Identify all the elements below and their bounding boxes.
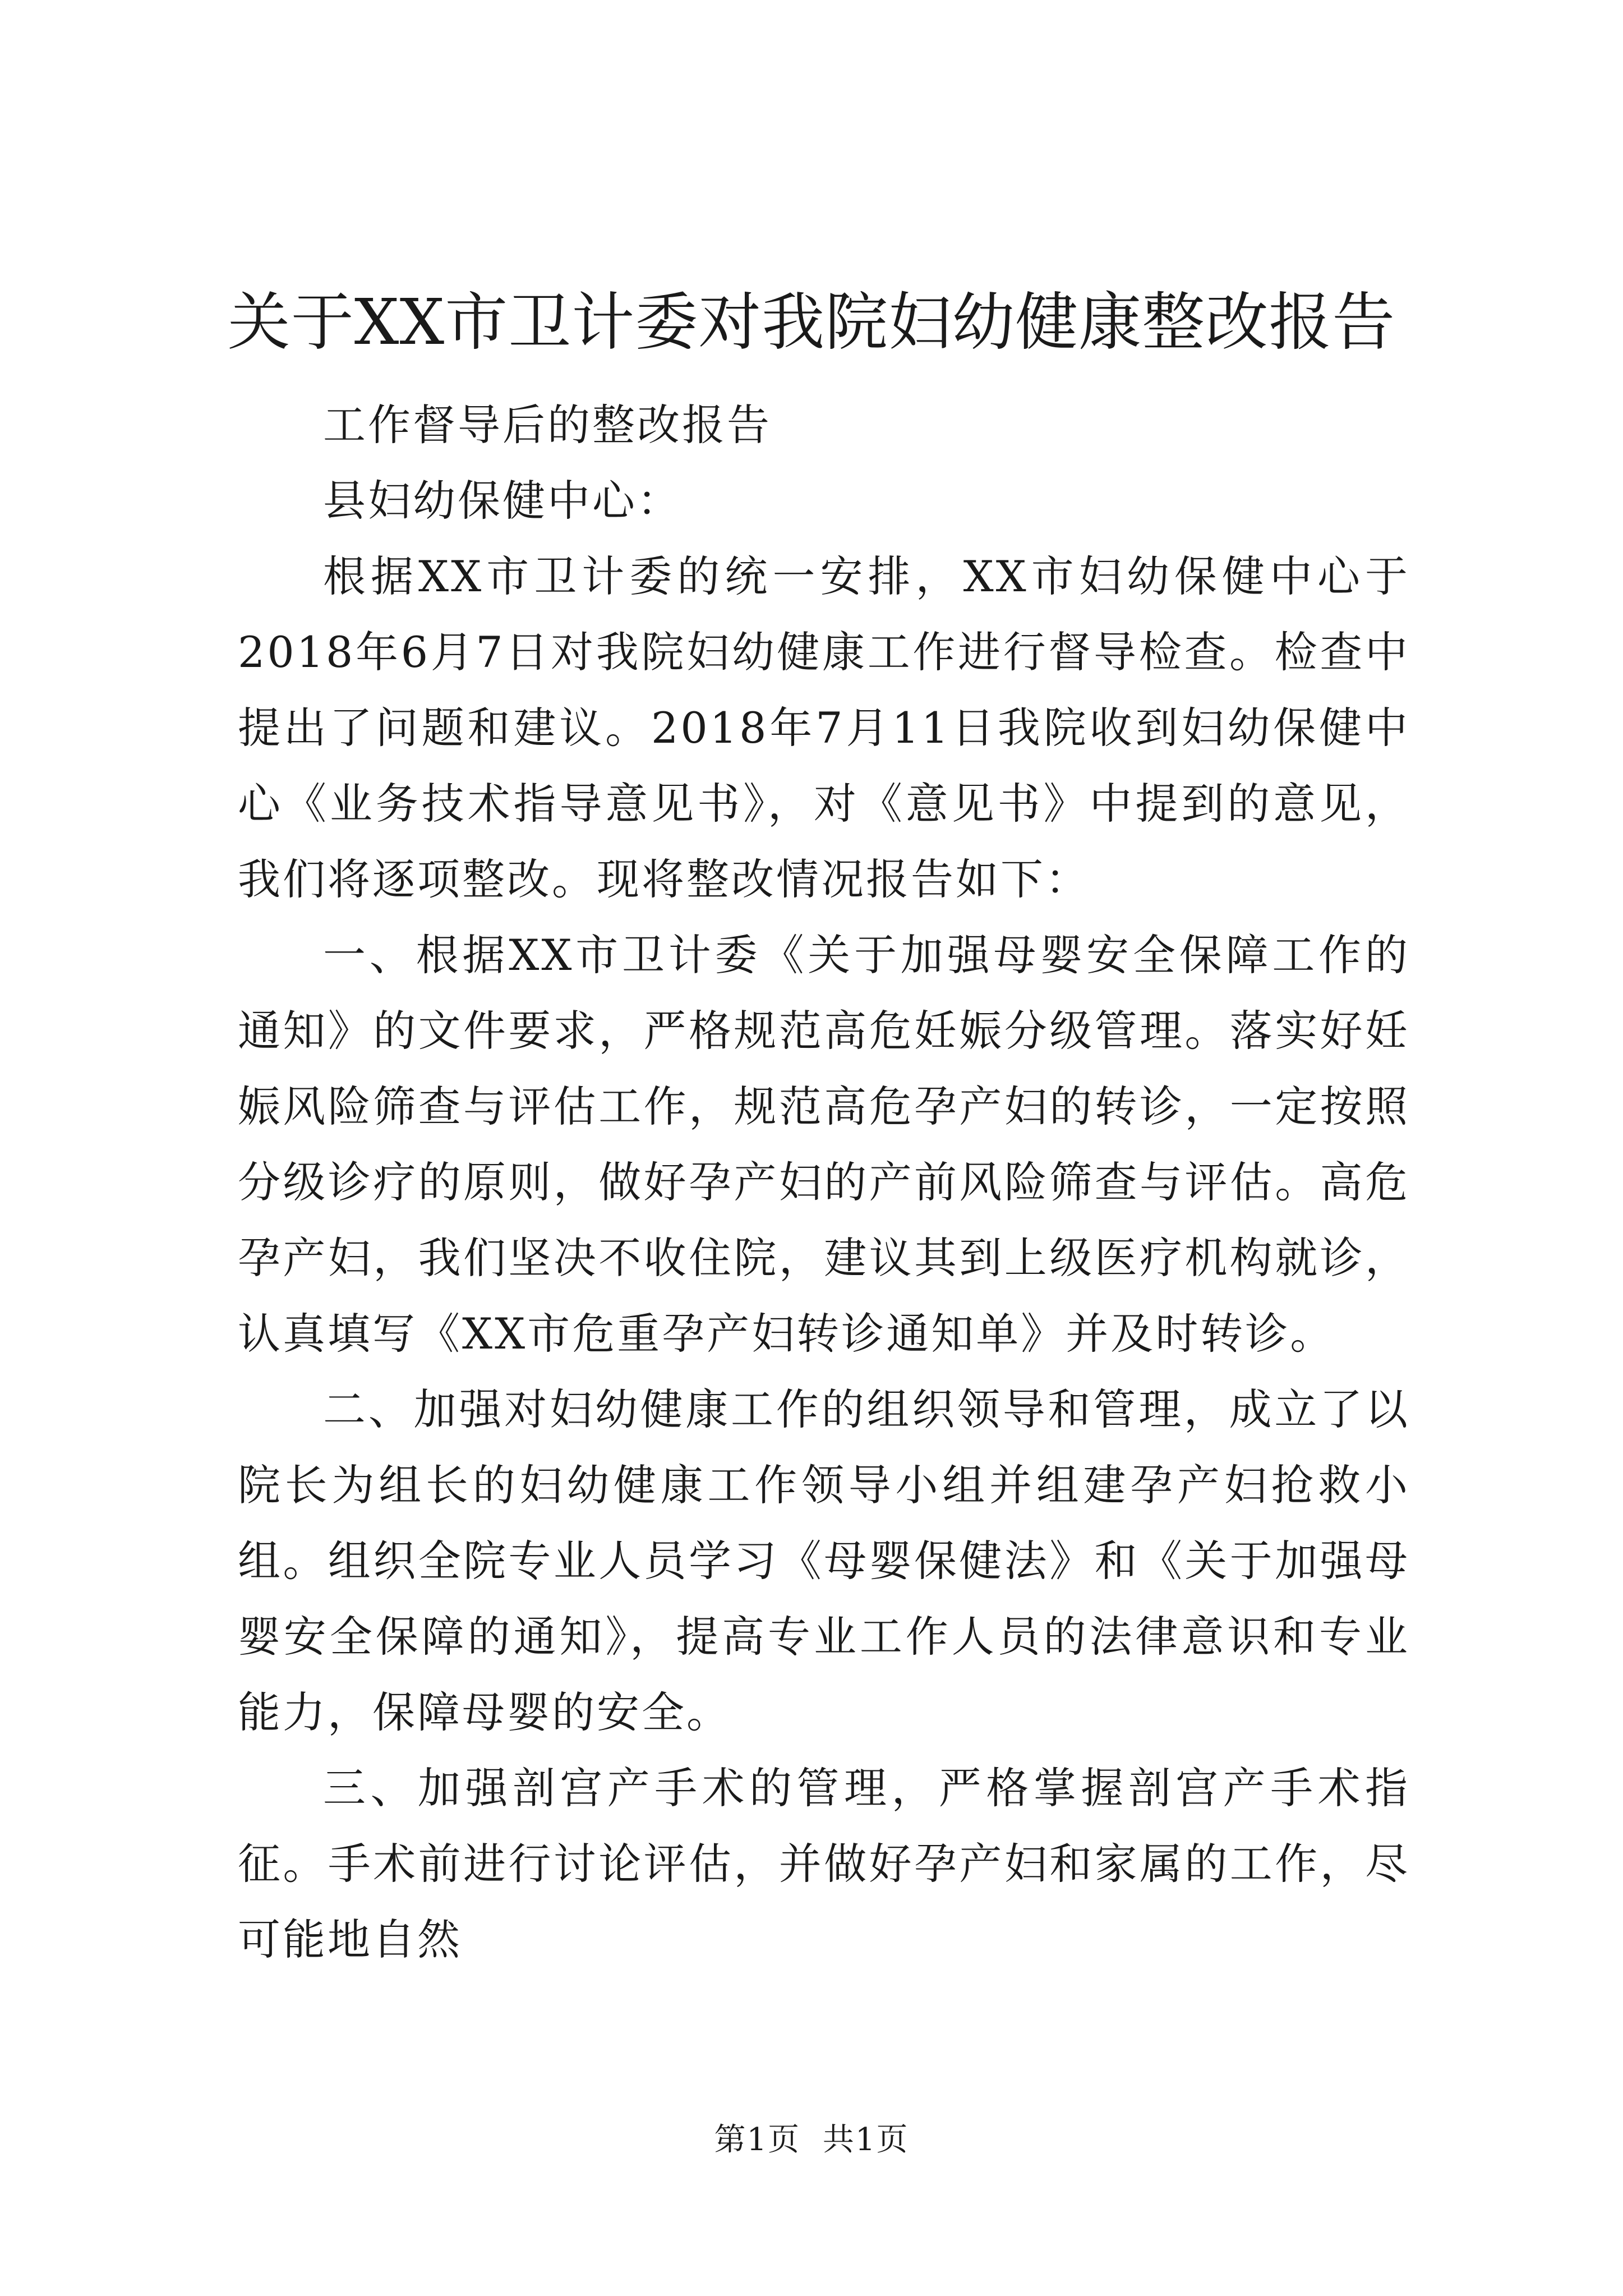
page-total: 共1页 [822,2122,909,2158]
page-footer [0,2120,1623,2160]
document-subtitle: 工作督导后的整改报告 [323,400,772,450]
paragraph-intro: 根据XX市卫计委的统一安排，XX市妇幼保健中心于2018年6月7日对我院妇幼健康工作进行督导检查。检查中提出了问题和建议。2018年7月11日我院收到妇幼保健中心《业务技术指导意见书》，对《意见书》中提到的意见，我们将逐项整改。现将整改情况报告如下： [238,551,1410,904]
paragraph-item-1: 一、根据XX市卫计委《关于加强母婴安全保障工作的通知》的文件要求，严格规范高危妊娠分级管理。落实好妊娠风险筛查与评估工作，规范高危孕产妇的转诊，一定按照分级诊疗的原则，做好孕产妇的产前风险筛查与评估。高危孕产妇，我们坚决不收住院，建议其到上级医疗机构就诊，认真填写《XX市危重孕产妇转诊通知单》并及时转诊。 [238,930,1410,1359]
salutation: 县妇幼保健中心： [323,476,682,526]
document-body [238,387,1410,1977]
document-title: 关于XX市卫计委对我院妇幼健康整改报告 [227,286,1396,359]
paragraph-item-3: 三、加强剖宫产手术的管理，严格掌握剖宫产手术指征。手术前进行讨论评估，并做好孕产妇和家属的工作，尽可能地自然 [238,1763,1410,1964]
paragraph-item-2: 二、加强对妇幼健康工作的组织领导和管理，成立了以院长为组长的妇幼健康工作领导小组并组建孕产妇抢救小组。组织全院专业人员学习《母婴保健法》和《关于加强母婴安全保障的通知》，提高专业工作人员的法律意识和专业能力，保障母婴的安全。 [238,1384,1410,1737]
page-number: 第1页 [714,2122,801,2158]
